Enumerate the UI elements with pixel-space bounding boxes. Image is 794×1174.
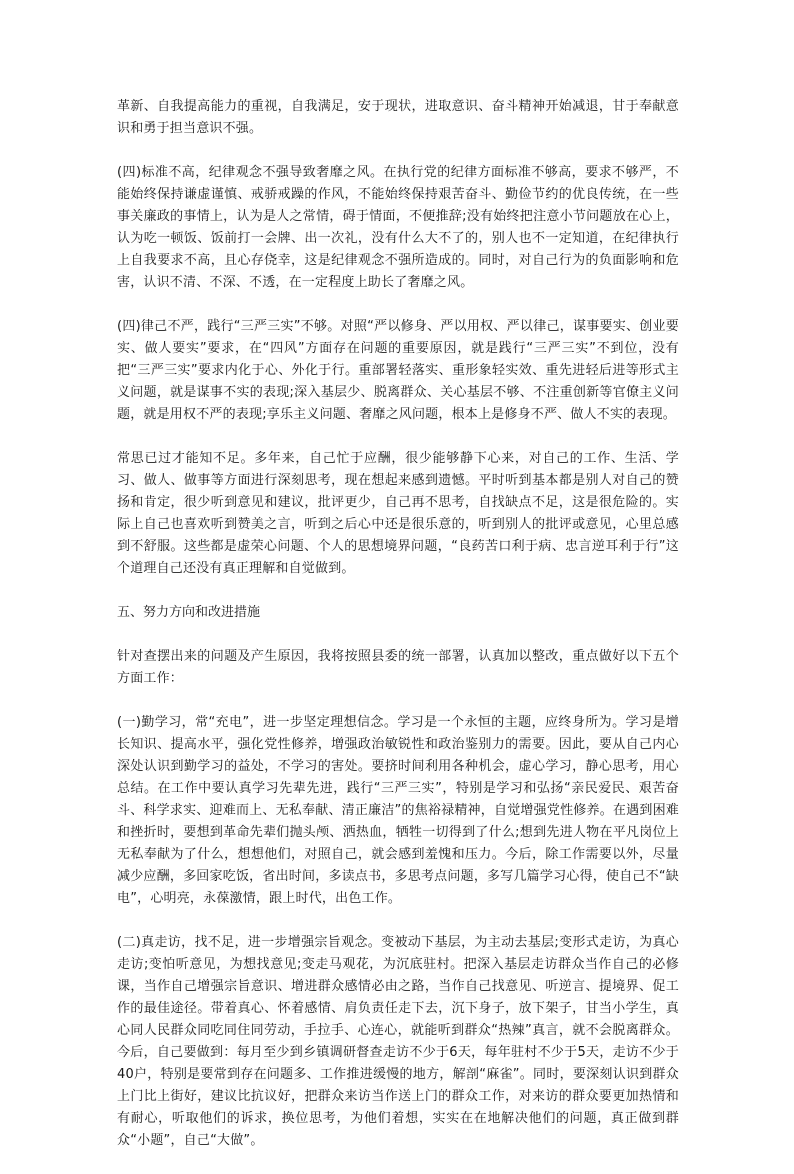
paragraph-self-discipline: (四)律己不严，践行“三严三实”不够。对照“严以修身、严以用权、严以律己，谋事要实、创业要实、做人要实”要求，在“四风”方面存在问题的重要原因，就是践行“三严三实”不到位，没有把“三严三实”要求内化于心、外化于行。重部署轻落实、重形象轻实效、重先进轻后进等形式主义问题，就是谋事不实的表现;深入基层少、脱离群众、关心基层不够、不注重创新等官僚主义问题，就是用权不严的表现;享乐主义问题、奢靡之风问题，根本上是修身不严、做人不实的表现。 [117,319,679,422]
section-heading: 五、努力方向和改进措施 [117,605,261,620]
document-page [117,96,679,1174]
paragraph-self-reflection: 常思已过才能知不足。多年来，自己忙于应酬，很少能够静下心来，对自己的工作、生活、学习、做人、做事等方面进行深刻思考，现在想起来感到遗憾。平时听到基本都是别人对自己的赞扬和肯定，很少听到意见和建议，批评更少，自己再不思考，自找缺点不足，这是很危险的。实际上自己也喜欢听到赞美之言，听到之后心中还是很乐意的，听到别人的批评或意见，心里总感到不舒服。这些都是虚荣心问题、个人的思想境界问题，“良药苦口利于病、忠言逆耳利于行”这个道理自己还没有真正理解和自觉做到。 [117,451,679,576]
paragraph-self-improvement: 革新、自我提高能力的重视，自我满足，安于现状，进取意识、奋斗精神开始减退，甘于奉献意识和勇于担当意识不强。 [117,99,679,136]
paragraph-discipline-standards: (四)标准不高，纪律观念不强导致奢靡之风。在执行党的纪律方面标准不够高，要求不够严，不能始终保持谦虚谨慎、戒骄戒躁的作风，不能始终保持艰苦奋斗、勤俭节约的优良传统，在一些事关廉政的事情上，认为是人之常情，碍于情面，不便推辞;没有始终把注意小节问题放在心上，认为吃一顿饭、饭前打一会牌、出一次礼，没有什么大不了的，别人也不一定知道，在纪律执行上自我要求不高，且心存侥幸，这是纪律观念不强所造成的。同时，对自己行为的负面影响和危害，认识不清、不深、不透，在一定程度上助长了奢靡之风。 [117,165,679,290]
paragraph-study-measure: (一)勤学习，常“充电”，进一步坚定理想信念。学习是一个永恒的主题，应终身所为。学习是增长知识、提高水平，强化党性修养，增强政治敏锐性和政治鉴别力的需要。因此，要从自己内心深处认识到勤学习的益处，不学习的害处。要挤时间利用各种机会，虚心学习，静心思考，用心总结。在工作中要认真学习先辈先进，践行“三严三实”，特别是学习和弘扬“亲民爱民、艰苦奋斗、科学求实、迎难而上、无私奉献、清正廉洁”的焦裕禄精神，自觉增强党性修养。在遇到困难和挫折时，要想到革命先辈们抛头颅、洒热血，牺牲一切得到了什么;想到先进人物在平凡岗位上无私奉献为了什么，想想他们，对照自己，就会感到羞愧和压力。今后，除工作需要以外，尽量减少应酬，多回家吃饭，省出时间，多读点书，多思考点问题，多写几篇学习心得，使自己不“缺电”，心明亮，永葆激情，跟上时代，出色工作。 [117,715,679,906]
paragraph-visit-measure: (二)真走访，找不足，进一步增强宗旨观念。变被动下基层，为主动去基层;变形式走访，为真心走访;变怕听意见，为想找意见;变走马观花，为沉底驻村。把深入基层走访群众当作自己的必修课，当作自己增强宗旨意识、增进群众感情必由之路，当作自己找意见、听逆言、提境界、促工作的最佳途径。带着真心、怀着感情、肩负责任走下去，沉下身子，放下架子，甘当小学生，真心同人民群众同吃同住同劳动，手拉手、心连心，就能听到群众“热辣”真言，就不会脱离群众。今后，自己要做到：每月至少到乡镇调研督查走访不少于6天，每年驻村不少于5天，走访不少于40户，特别是要常到存在问题多、工作推进缓慢的地方，解剖“麻雀”。同时，要深刻认识到群众上门比上街好，建议比抗议好，把群众来访当作送上门的群众工作，对来访的群众要更加热情和有耐心，听取他们的诉求，换位思考，为他们着想，实实在在地解决他们的问题，真正做到群众“小题”，自己“大做”。 [117,935,679,1148]
paragraph-rectification-intro: 针对查摆出来的问题及产生原因，我将按照县委的统一部署，认真加以整改，重点做好以下五个方面工作： [117,649,679,686]
